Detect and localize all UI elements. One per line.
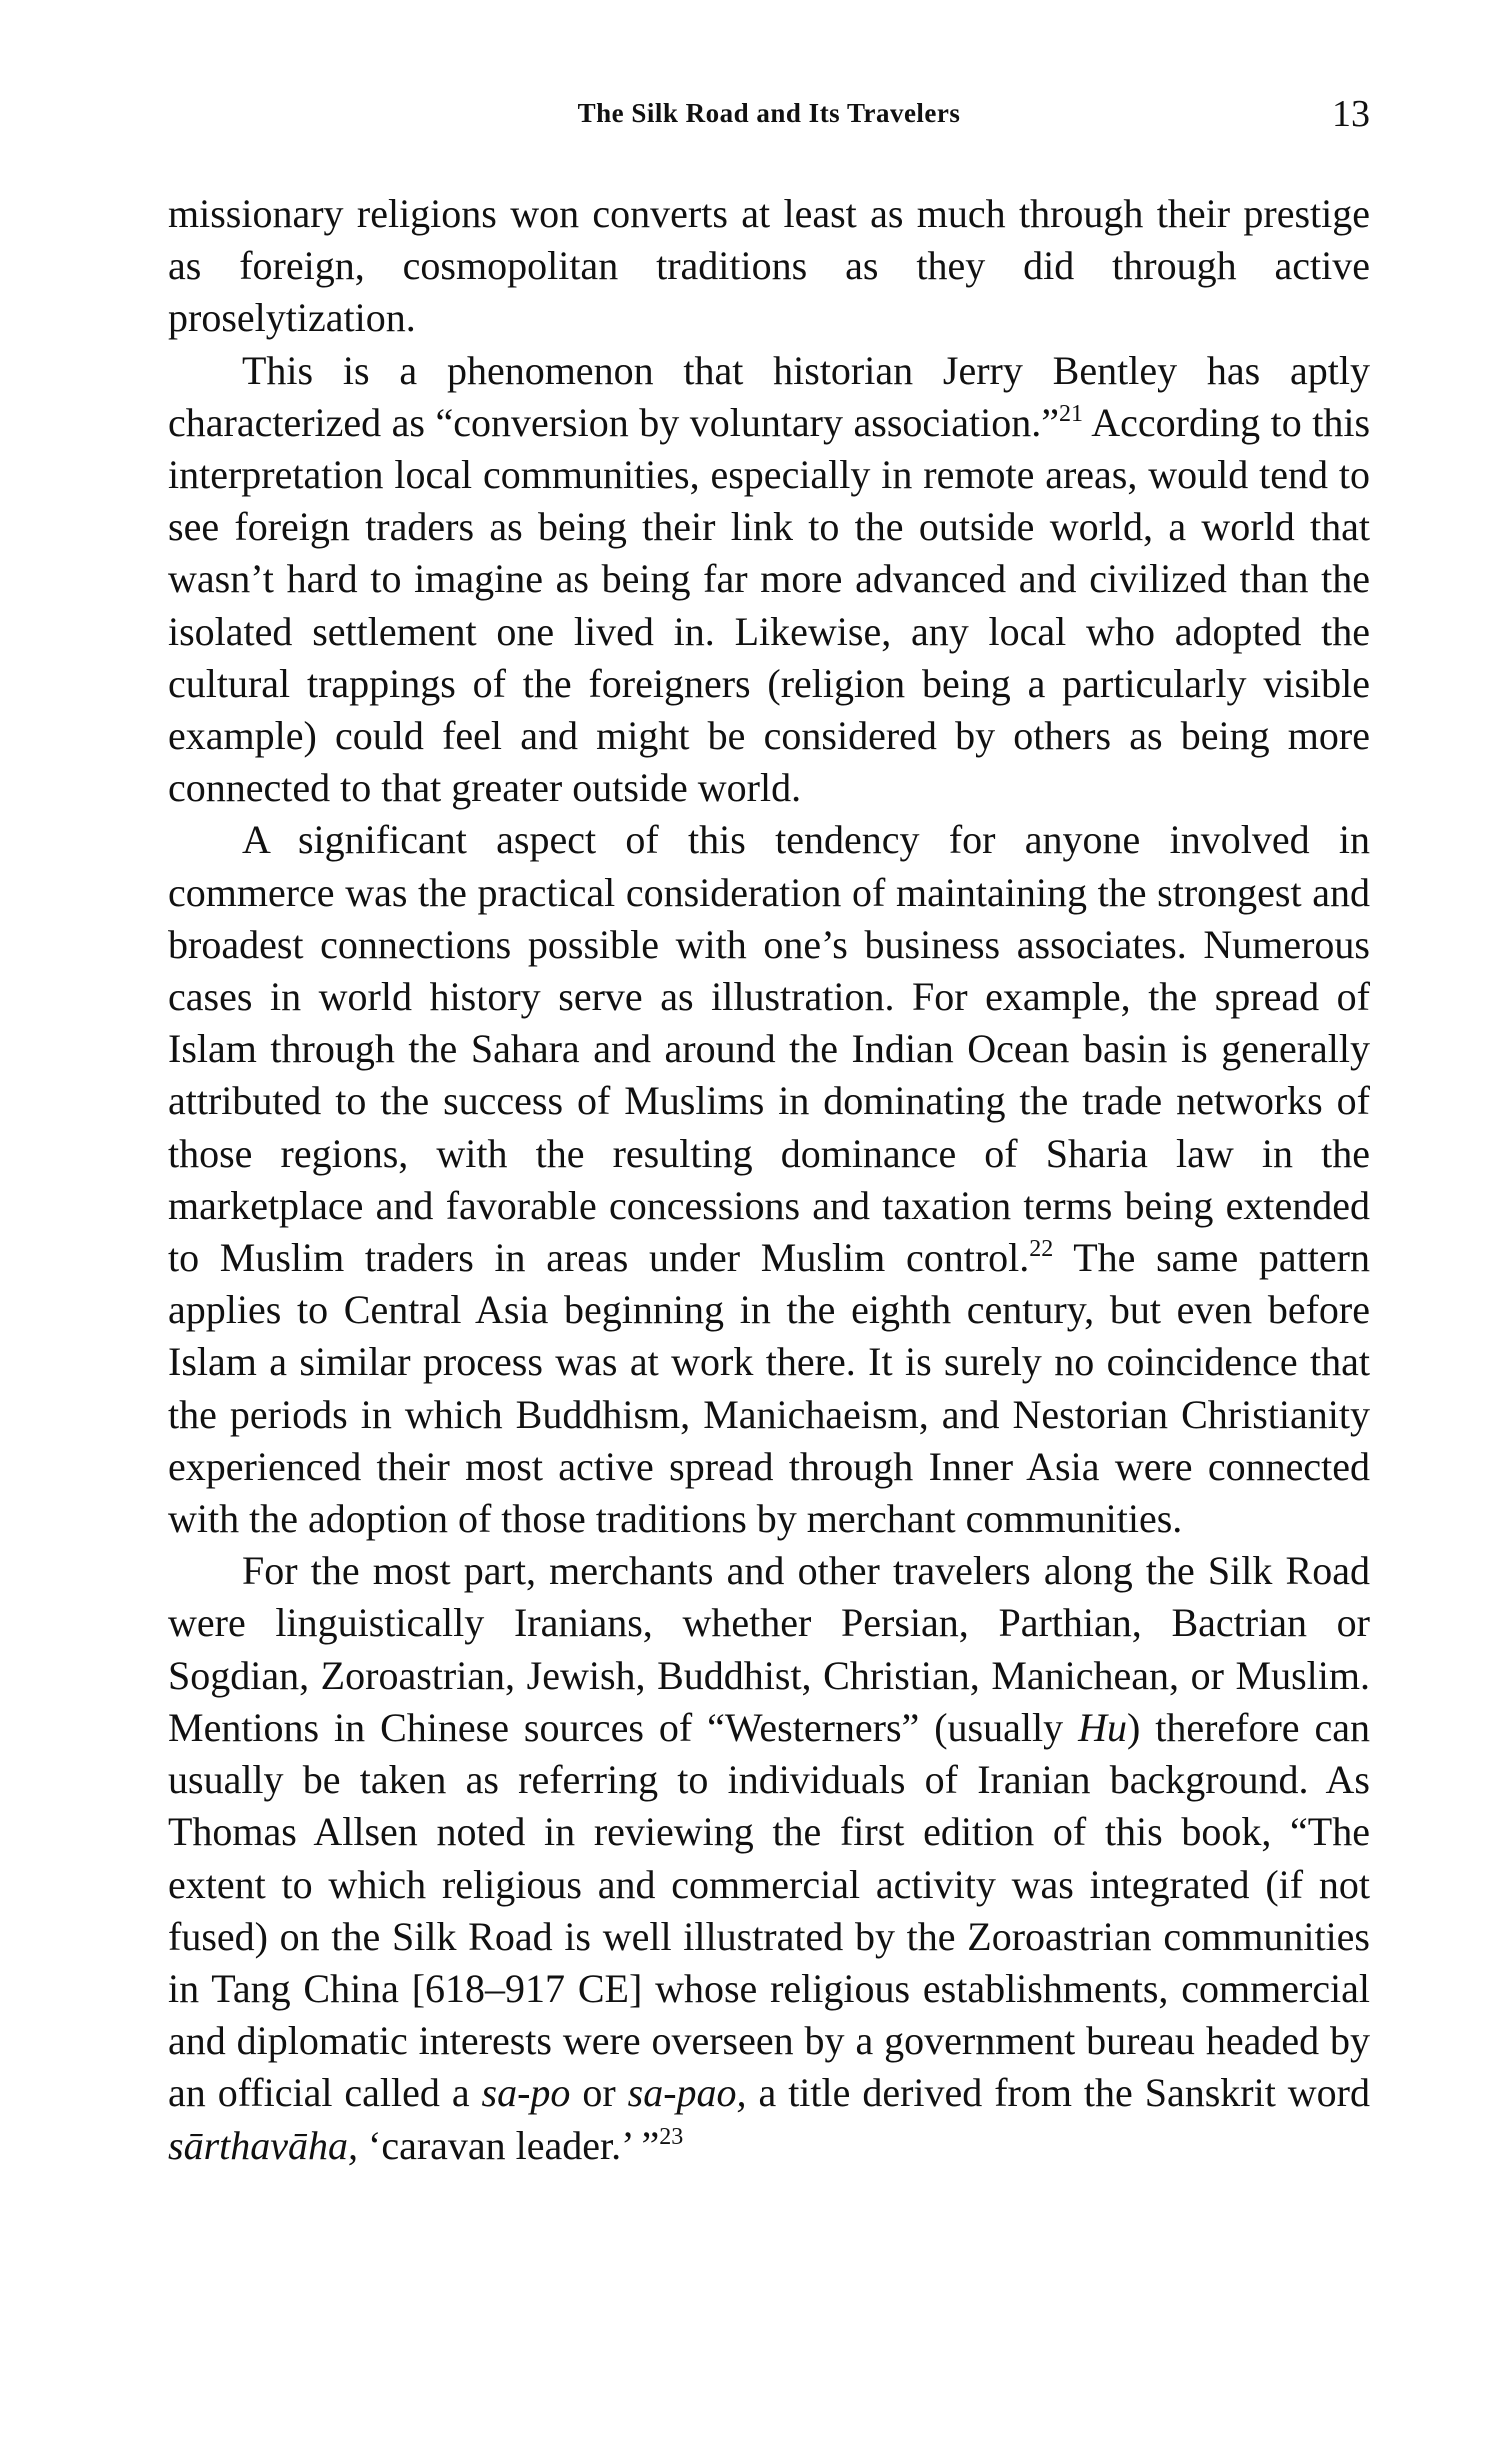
footnote-ref-21[interactable]: 21: [1059, 400, 1083, 427]
paragraph-text: or: [570, 2070, 628, 2116]
term-sa-pao: sa-pao,: [627, 2070, 747, 2116]
running-title: The Silk Road and Its Travelers: [577, 98, 961, 128]
paragraph-commerce: [168, 814, 1370, 1545]
paragraph-text: This is a phenomenon that historian Jerry Bentley has aptly characterized as “conversion by voluntary association.”: [168, 347, 1370, 445]
paragraph-text: A significant aspect of this tendency for anyone involved in commerce was the practical consideration of maintaining the strongest and broadest connections possible with one’s business associates. Numerous cases in world history serve as illustration. For example, the spread of Islam through the Sahara and around the Indian Ocean basin is generally attributed to the success of Muslims in dominating the trade networks of those regions, with the resulting dominance of Sharia law in the marketplace and favorable concessions and taxation terms being extended to Muslim traders in areas under Muslim control.: [168, 817, 1370, 1281]
term-sa-po: sa-po: [481, 2070, 571, 2116]
paragraph-text: a title derived from the Sanskrit word: [746, 2070, 1371, 2116]
paragraph-text: For the most part, merchants and other travelers along the Silk Road were linguistically Iranians, whether Persian, Parthian, Bactrian or Sogdian, Zoroastrian, Jewish, Buddhist, Christian, Manichean, or Muslim. Mentions in Chinese sources of “Westerners” (usually: [168, 1548, 1370, 1750]
paragraph-text: According to this interpretation local communities, especially in remote areas, would tend to see foreign traders as being their link to the outside world, a world that wasn’t hard to imagine as being far more advanced and civilized than the isolated settlement one lived in. Likewise, any local who adopted the cultural trappings of the foreigners (religion being a particularly visible example) could feel and might be considered by others as being more connected to that greater outside world.: [168, 399, 1371, 811]
paragraph-bentley: [168, 345, 1370, 815]
paragraph-iranians: [168, 1545, 1370, 2171]
footnote-ref-22[interactable]: 22: [1029, 1236, 1054, 1263]
running-head: [168, 92, 1370, 140]
paragraph-text: missionary religions won converts at least as much through their prestige as foreign, cosmopolitan traditions as they did through active proselytization.: [168, 191, 1370, 341]
paragraph-text: The same pattern applies to Central Asia beginning in the eighth century, but even before Islam a similar process was at work there. It is surely no coincidence that the periods in which Buddhism, Manichaeism, and Nestorian Christianity experienced their most active spread through Inner Asia were connected with the adoption of those traditions by merchant communities.: [168, 1235, 1370, 1542]
term-sarthavaha: sārthavāha,: [168, 2122, 358, 2168]
paragraph-text: ‘caravan leader.’ ”: [358, 2122, 660, 2168]
page-number: 13: [1332, 93, 1370, 135]
footnote-ref-23[interactable]: 23: [659, 2123, 684, 2150]
term-hu: Hu: [1078, 1704, 1127, 1750]
body-text: [168, 188, 1370, 2172]
paragraph-text: ) therefore can usually be taken as referring to individuals of Iranian background. As Thomas Allsen noted in reviewing the first edition of this book, “The extent to which religious and commercial activity was integrated (if not fused) on the Silk Road is well illustrated by the Zoroastrian communities in Tang China [618–917 CE] whose religious establishments, commercial and diplomatic interests were overseen by a government bureau headed by an official called a: [168, 1704, 1371, 2116]
paragraph-continued: [168, 188, 1370, 345]
